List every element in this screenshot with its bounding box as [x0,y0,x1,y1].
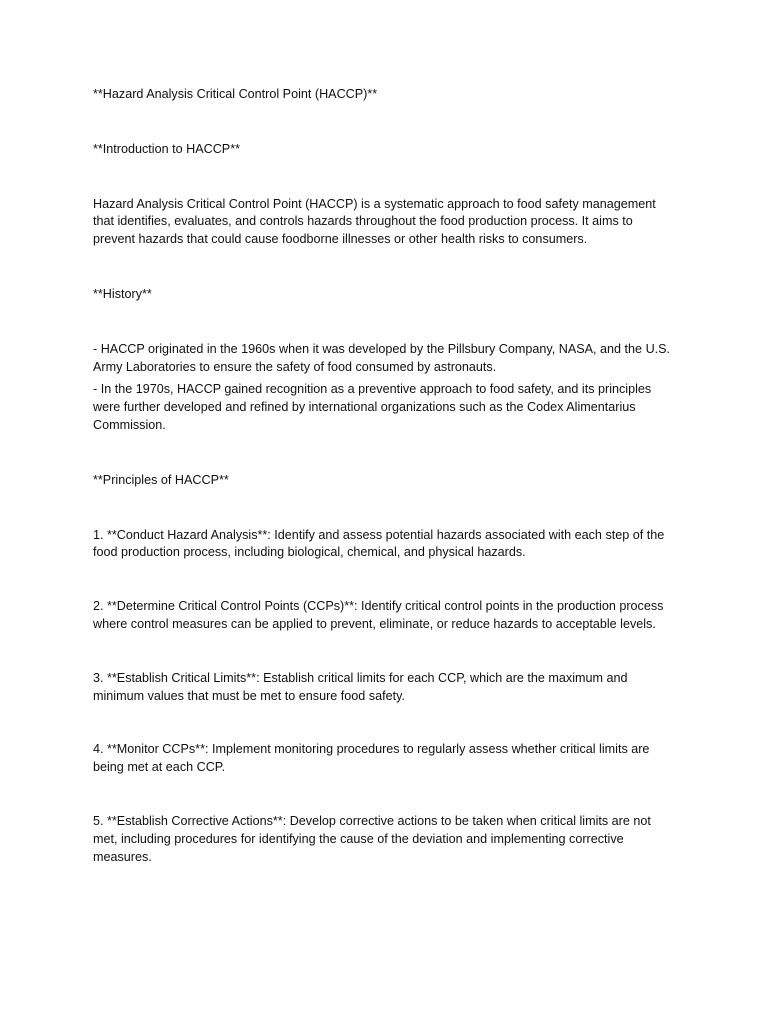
principle-item: 1. **Conduct Hazard Analysis**: Identify and assess potential hazards associated with each step of the food production process, including biological, chemical, and physical hazards. [93,527,665,560]
principle-item: 2. **Determine Critical Control Points (CCPs)**: Identify critical control points in the production process where control measures can be applied to prevent, eliminate, or reduce hazards to acceptable levels. [93,599,664,631]
intro-paragraph: Hazard Analysis Critical Control Point (HACCP) is a systematic approach to food safety management that identifies, evaluates, and controls hazards throughout the food production process. It aims to prevent hazards that could cause foodborne illnesses or other health risks to consumers. [93,196,656,247]
history-item: - HACCP originated in the 1960s when it was developed by the Pillsbury Company, NASA, and the U.S. Army Laboratories to ensure the safety of food consumed by astronauts. [93,341,671,374]
principle-item: 3. **Establish Critical Limits**: Establish critical limits for each CCP, which are the maximum and minimum values that must be met to ensure food safety. [93,670,628,703]
intro-heading: **Introduction to HACCP** [93,141,240,156]
principle-item: 4. **Monitor CCPs**: Implement monitoring procedures to regularly assess whether critical limits are being met at each CCP. [93,742,650,775]
history-heading: **History** [93,286,152,301]
document-title: **Hazard Analysis Critical Control Point (HACCP)** [93,87,378,101]
history-item: - In the 1970s, HACCP gained recognition as a preventive approach to food safety, and its principles were further developed and refined by international organizations such as the Codex Alimentarius Commission. [93,382,652,432]
principles-heading: **Principles of HACCP** [93,472,229,487]
principle-item: 5. **Establish Corrective Actions**: Develop corrective actions to be taken when critical limits are not met, including procedures for identifying the cause of the deviation and implementing corrective measures. [93,813,651,864]
document-body [93,86,678,866]
